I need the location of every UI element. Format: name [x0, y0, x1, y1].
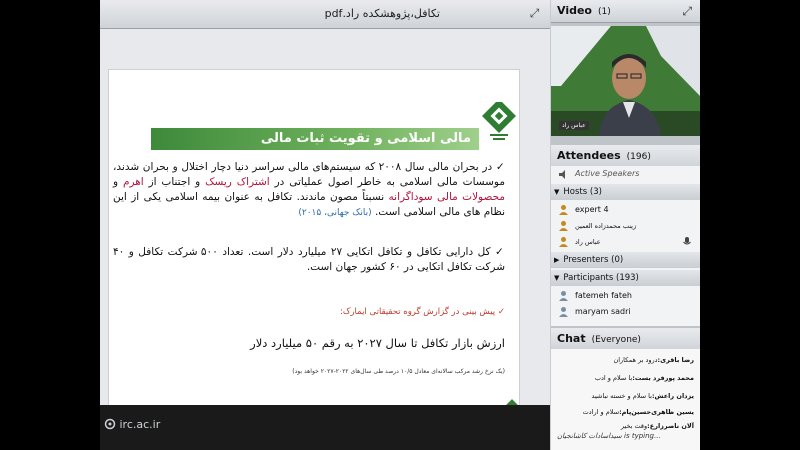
chat-sender: رضا باقری: — [657, 356, 694, 364]
attendees-list — [551, 166, 700, 326]
participant-name: maryam sadri — [575, 307, 631, 316]
chevron-down-icon: ▼ — [554, 188, 560, 196]
participants-section[interactable] — [551, 270, 700, 286]
host-user-icon — [558, 204, 569, 215]
right-column — [551, 0, 700, 450]
attendees-count: (196) — [626, 152, 651, 162]
participant-user-icon — [558, 290, 569, 301]
slide-paragraph-5: (یک نرخ رشد مرکب سالانه‌ای معادل ۱۰/۵ درصد طی سال‌های ۲۰۲۲-۲۰۲۷ خواهد بود) — [292, 368, 505, 375]
chevron-down-icon: ▼ — [554, 274, 560, 282]
list-item[interactable] — [551, 288, 700, 304]
slide-paragraph-1 — [113, 160, 505, 221]
share-document-title: تکافل،پژوهشکده راد.pdf — [324, 7, 440, 20]
host-name: expert 4 — [575, 205, 609, 214]
video-pod-title: Video — [557, 4, 592, 17]
share-content-area — [100, 29, 550, 422]
participants-label: Participants (193) — [563, 273, 639, 283]
host-name: زینب محمدزاده العمین — [575, 222, 637, 230]
host-user-icon — [558, 220, 569, 231]
p1-text-c: و — [113, 176, 123, 188]
chat-message — [554, 356, 694, 364]
speaker-icon — [558, 169, 569, 180]
typing-indicator: سیداسادات کاشانجیان is typing... — [557, 432, 661, 440]
video-count: (1) — [597, 7, 611, 17]
connect-app — [100, 0, 700, 450]
attendees-title: Attendees — [557, 149, 621, 162]
chat-sender: محمد پورفرد بست: — [632, 374, 694, 382]
chat-pod-header — [551, 328, 700, 351]
logo-icon — [482, 102, 516, 142]
host-user-icon — [558, 236, 569, 247]
check-icon: ✓ — [495, 246, 505, 258]
active-speakers-row — [551, 166, 700, 182]
fullscreen-icon[interactable]: ⤢ — [529, 6, 540, 20]
p2-text: کل دارایی تکافل و تکافل اتکایی ۲۷ میلیارد دلار است. تعداد ۵۰۰ شرکت تکافل و ۴۰ شرکت تکافل اتکایی در ۶۰ کشور جهان است. — [113, 246, 505, 273]
microphone-icon — [682, 237, 692, 247]
chat-text: درود بر همکاران — [613, 356, 658, 364]
active-speakers-label: Active Speakers — [575, 169, 640, 178]
chat-sender: یزدان راعش: — [651, 392, 694, 400]
chat-sender: آلان ناصرزارع: — [647, 422, 694, 430]
p1-citation: (بانک جهانی، ۲۰۱۵) — [298, 208, 372, 218]
chat-scope: (Everyone) — [591, 335, 641, 345]
chat-title: Chat — [557, 332, 586, 345]
chat-text: سلام و ارادت — [582, 408, 620, 416]
share-pod-header — [100, 0, 550, 29]
slide-paragraph-4: ارزش بازار تکافل تا سال ۲۰۲۷ به رقم ۵۰ میلیارد دلار — [250, 336, 505, 350]
slide-paragraph-2 — [113, 245, 505, 275]
chat-sender: یسین ظاهری‌حسین‌پام: — [619, 408, 694, 416]
slide-paragraph-3 — [125, 307, 505, 317]
p1-text-b: و اجتناب از — [143, 176, 206, 188]
webcam-video — [551, 26, 700, 136]
attendees-pod-header — [551, 145, 700, 168]
hosts-section[interactable] — [551, 184, 700, 200]
footer-url[interactable]: irc.ac.ir — [119, 418, 161, 431]
participant-user-icon — [558, 306, 569, 317]
chat-text: وقت بخیر — [620, 422, 648, 430]
check-icon: ✓ — [497, 307, 505, 317]
video-name-tag: عباس راد — [559, 121, 589, 130]
p1-highlight-2: اهرم — [122, 176, 144, 188]
chat-message — [554, 392, 694, 400]
footer-brand — [104, 418, 160, 431]
participant-name: fatemeh fateh — [575, 291, 632, 300]
check-icon: ✓ — [495, 161, 505, 173]
chevron-right-icon: ▶ — [554, 256, 560, 264]
video-pod-header — [551, 0, 700, 23]
list-item[interactable] — [551, 234, 700, 250]
p1-highlight-1: اشتراک ریسک — [205, 176, 270, 188]
p3-text: پیش بینی در گزارش گروه تحقیقاتی ایمارک: — [339, 307, 496, 317]
webcam-image — [551, 26, 700, 136]
host-name: عباس راد — [575, 238, 601, 246]
presenters-label: Presenters (0) — [563, 255, 624, 265]
chat-message — [554, 422, 694, 430]
share-footer — [100, 405, 550, 450]
hosts-label: Hosts (3) — [563, 187, 602, 197]
list-item[interactable] — [551, 304, 700, 320]
fullscreen-icon[interactable]: ⤢ — [682, 4, 692, 18]
p1-text-a: در بحران مالی سال ۲۰۰۸ که سیستم‌های مالی سراسر دنیا دچار اختلال و بحران شدند، موسسات مالی اسلامی به خاطر اصول عملیاتی در — [113, 161, 505, 188]
presenters-section[interactable] — [551, 252, 700, 268]
p1-highlight-3: محصولات مالی سوداگرانه — [388, 191, 505, 203]
p1-text-d: نسبتاً مصون ماندند. تکافل به عنوان بیمه اسلامی یکی از این نظام های مالی اسلامی است. — [113, 191, 505, 218]
chat-message — [554, 408, 694, 416]
list-item[interactable] — [551, 202, 700, 218]
slide-title: مالی اسلامی و تقویت ثبات مالی — [151, 128, 479, 150]
share-pod — [100, 0, 550, 450]
list-item[interactable] — [551, 218, 700, 234]
slide — [108, 69, 520, 421]
chat-text: با سلام و خسته نباشید — [591, 392, 652, 400]
gear-icon — [104, 418, 116, 430]
chat-message — [554, 374, 694, 382]
chat-text: با سلام و ادب — [594, 374, 633, 382]
